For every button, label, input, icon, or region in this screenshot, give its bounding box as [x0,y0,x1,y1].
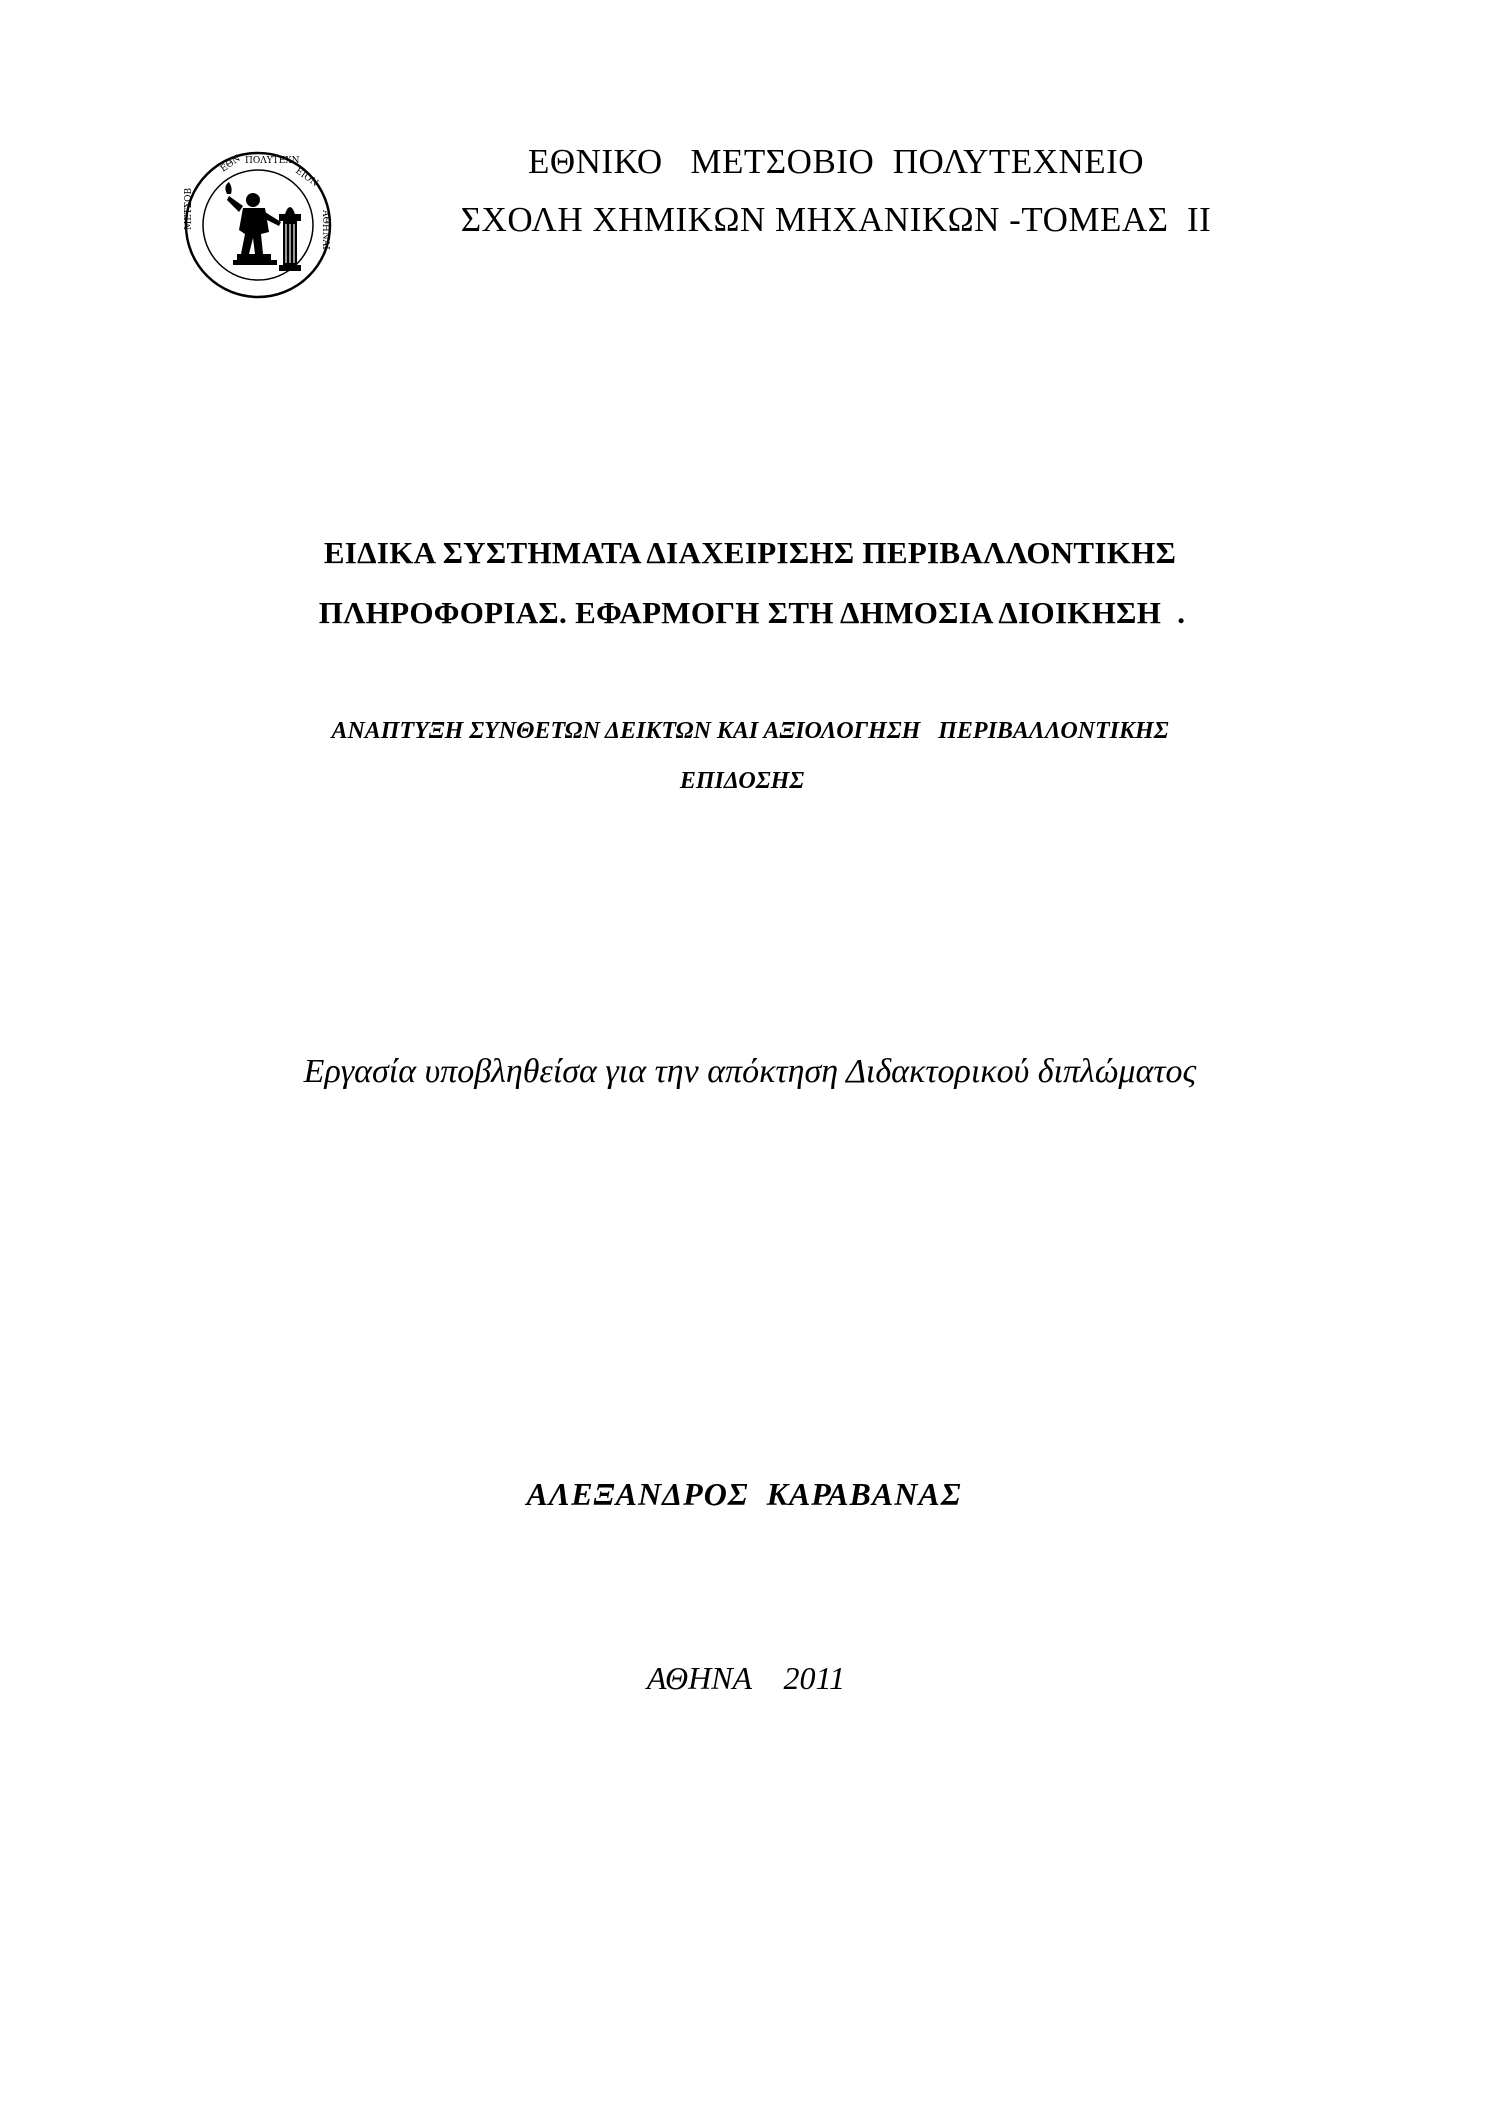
institution-name: ΕΘΝΙΚΟ ΜΕΤΣΟΒΙΟ ΠΟΛΥΤΕΧΝΕΙΟ [527,142,1145,181]
dissertation-note: Εργασία υποβληθείσα για την απόκτηση Διδακτορικού διπλώματος [303,1053,1197,1090]
place-and-year: ΑΘΗΝΑ 2011 [646,1660,846,1696]
thesis-title-line-1: ΕΙΔΙΚΑ ΣΥΣΤΗΜΑΤΑ ΔΙΑΧΕΙΡΙΣΗΣ ΠΕΡΙΒΑΛΛΟΝΤΙΚΗΣ [323,535,1177,570]
thesis-title-line-2: ΠΛΗΡΟΦΟΡΙΑΣ. ΕΦΑΡΜΟΓΗ ΣΤΗ ΔΗΜΟΣΙΑ ΔΙΟΙΚΗΣΗ . [318,595,1186,630]
thesis-subtitle-line-2: ΕΠΙΔΟΣΗΣ [679,768,805,794]
svg-text:ΕΘΝ: ΕΘΝ [218,153,243,175]
school-name: ΣΧΟΛΗ ΧΗΜΙΚΩΝ ΜΗΧΑΝΙΚΩΝ -ΤΟΜΕΑΣ II [460,200,1212,239]
svg-text:ΕΙΟΝ: ΕΙΟΝ [293,166,320,190]
author-name: ΑΛΕΞΑΝΔΡΟΣ ΚΑΡΑΒΑΝΑΣ [526,1476,962,1512]
svg-text:ΠΟΛΥΤΕΧΝ: ΠΟΛΥΤΕΧΝ [245,156,300,166]
thesis-subtitle-line-1: ΑΝΑΠΤΥΞΗ ΣΥΝΘΕΤΩΝ ΔΕΙΚΤΩΝ ΚΑΙ ΑΞΙΟΛΟΓΗΣΗ ΠΕΡΙΒΑΛΛΟΝΤΙΚΗΣ [331,718,1169,744]
svg-text:ΜΕΤΣΟΒ: ΜΕΤΣΟΒ [184,187,194,230]
svg-text:ΑΘΗΝΑΙ: ΑΘΗΝΑΙ [320,210,330,250]
